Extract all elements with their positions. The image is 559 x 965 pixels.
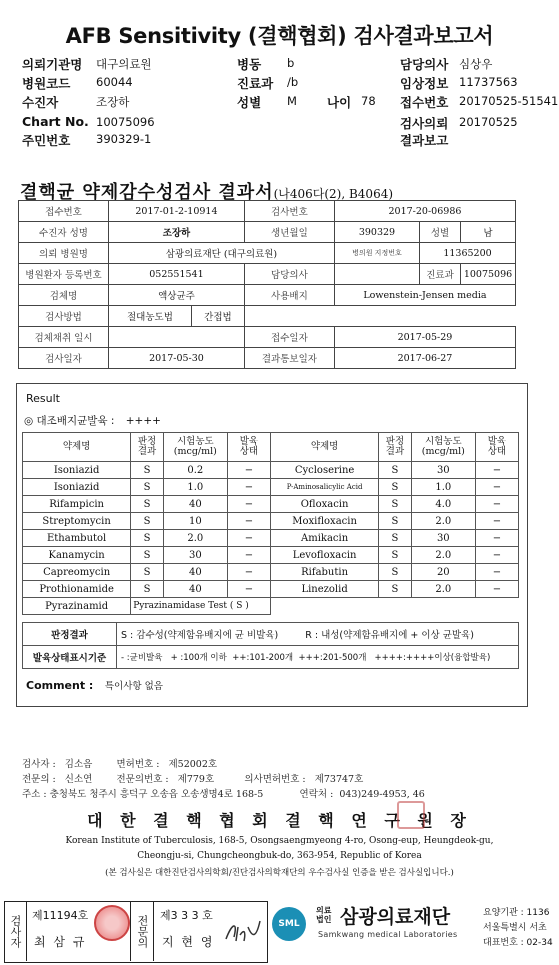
drug-row — [23, 564, 519, 581]
patient-value: 조장하 — [96, 95, 130, 109]
sex: 남 — [461, 222, 516, 243]
drug-name-cell: Cycloserine — [270, 462, 378, 479]
drug-conc-cell: 2.0 — [411, 513, 475, 530]
drug-res-cell: S — [379, 462, 412, 479]
drug-name-cell: Rifampicin — [23, 496, 131, 513]
result-report-label: 결과보고 — [400, 133, 449, 148]
drug-name-cell: Streptomycin — [23, 513, 131, 530]
drug-name-cell: Levofloxacin — [270, 547, 378, 564]
footer — [0, 897, 559, 965]
drug-conc-cell: 30 — [163, 547, 227, 564]
test-request-value: 20170525 — [459, 115, 518, 129]
company-logo-icon — [272, 907, 306, 941]
cell-label: 검체명 — [19, 285, 109, 306]
specialist-no: 제3 3 3 호 — [160, 909, 213, 922]
institution-name: 대 한 결 핵 협 회 결 핵 연 구 원 장 — [87, 811, 472, 830]
drug-name-cell: P-Aminosalicylic Acid — [270, 479, 378, 496]
drug-growth-cell: − — [227, 564, 270, 581]
drug-growth-cell: − — [475, 496, 518, 513]
drug-header-cell: 약제명 — [270, 433, 378, 462]
pyrazinamid-row — [23, 598, 519, 615]
institution-address-1: Korean Institute of Tuberculosis, 168-5, Osongsaengmyeong 4-ro, Osong-eup, Heungdeok-gu, — [65, 836, 494, 846]
drug-growth-cell: − — [475, 479, 518, 496]
drug-name-cell: Kanamycin — [23, 547, 131, 564]
control-label: 대조배지균발육 : — [36, 415, 115, 427]
drug-table — [22, 432, 519, 615]
drug-name-cell: Capreomycin — [23, 564, 131, 581]
drug-growth-cell: − — [227, 462, 270, 479]
drug-res-cell: S — [379, 581, 412, 598]
target-icon: ◎ — [24, 415, 34, 427]
chart-no-label: Chart No. — [22, 114, 89, 129]
method2: 간접법 — [191, 306, 244, 327]
cell-label: 검사방법 — [19, 306, 109, 327]
cell-label: 접수번호 — [19, 201, 109, 222]
growth-standard-text: - :균비발육 + :100개 이하 ++:101-200개 +++:201-500개 ++++:++++이상(융합발육) — [117, 646, 519, 669]
patient-name: 조장하 — [109, 222, 245, 243]
company-name: 삼광의료재단 — [340, 906, 451, 928]
drug-res-cell: S — [131, 581, 164, 598]
drug-res-cell: S — [379, 547, 412, 564]
age-label: 나이 — [327, 95, 352, 110]
cell-label: 담당의사 — [244, 264, 334, 285]
drug-res-cell: S — [379, 530, 412, 547]
drug-row — [23, 530, 519, 547]
test-date: 2017-05-30 — [109, 348, 245, 369]
drug-res-cell: S — [131, 462, 164, 479]
cell-label: 결과통보일자 — [244, 348, 334, 369]
drug-row — [23, 496, 519, 513]
receipt-no: 2017-01-2-10914 — [109, 201, 245, 222]
doctor — [334, 264, 419, 285]
drug-conc-cell: 1.0 — [411, 479, 475, 496]
judgement-label: 판정결과 — [23, 623, 117, 646]
signer-line-2: 전문의 : 신소연 전문의번호 : 제779호 의사면허번호 : 제73747호 — [22, 774, 364, 785]
drug-res-cell: S — [379, 513, 412, 530]
comment-value: 특이사항 없음 — [104, 681, 163, 692]
drug-name-cell: Ethambutol — [23, 530, 131, 547]
chart-no-value: 10075096 — [96, 115, 155, 129]
drug-conc-cell: 40 — [163, 496, 227, 513]
specialist-name: 지 현 영 — [162, 935, 215, 949]
hospital: 삼광의료재단 (대구의료원) — [109, 243, 335, 264]
drug-res-cell: S — [131, 530, 164, 547]
drug-growth-cell: − — [227, 547, 270, 564]
receive-date: 2017-05-29 — [334, 327, 515, 348]
clinical-info-label: 임상정보 — [400, 76, 449, 91]
clinical-info-value: 11737563 — [459, 75, 518, 89]
drug-row — [23, 479, 519, 496]
drug-name-cell: Amikacin — [270, 530, 378, 547]
drug-header-cell: 판정 결과 — [131, 433, 164, 462]
contact-3: 대표번호 : 02-34 — [483, 938, 553, 948]
receipt-no-label: 접수번호 — [400, 95, 449, 110]
drug-res-cell: S — [379, 564, 412, 581]
drug-row — [23, 513, 519, 530]
drug-res-cell: S — [379, 479, 412, 496]
growth-standard-label: 발육상태표시기준 — [23, 646, 117, 669]
specimen: 액상균주 — [109, 285, 245, 306]
cell-label: 의뢰 병원명 — [19, 243, 109, 264]
drug-row — [23, 581, 519, 598]
sex-label: 성별 — [237, 95, 262, 110]
drug-header-cell: 판정 결과 — [379, 433, 412, 462]
report-date: 2017-06-27 — [334, 348, 515, 369]
drug-name-cell: Isoniazid — [23, 479, 131, 496]
drug-conc-cell: 30 — [411, 462, 475, 479]
drug-growth-cell: − — [475, 581, 518, 598]
inspector-label: 검사자 — [4, 901, 27, 961]
drug-header-cell: 시험농도 (mcg/ml) — [411, 433, 475, 462]
drug-conc-cell: 2.0 — [411, 581, 475, 598]
doctor-label: 담당의사 — [400, 57, 449, 72]
drug-growth-cell: − — [475, 547, 518, 564]
pyrazinamid-test: Pyrazinamidase Test ( S ) — [131, 598, 271, 615]
drug-res-cell: S — [131, 496, 164, 513]
drug-res-cell: S — [131, 513, 164, 530]
drug-growth-cell: − — [227, 581, 270, 598]
comment — [26, 678, 163, 692]
drug-conc-cell: 40 — [163, 581, 227, 598]
drug-conc-cell: 10 — [163, 513, 227, 530]
inspector-no: 제11194호 — [32, 909, 89, 922]
judgement-r: R : 내성(약제함유배지에 + 이상 균발육) — [305, 630, 474, 641]
report-title: AFB Sensitivity (결핵협회) 검사결과보고서 — [65, 24, 494, 48]
doctor-value: 심상우 — [459, 57, 493, 71]
drug-name-cell: Moxifloxacin — [270, 513, 378, 530]
test-request-label: 검사의뢰 — [400, 116, 449, 131]
drug-name-cell: Linezolid — [270, 581, 378, 598]
certification-note: (본 검사실은 대한진단검사의학회/진단검사의학재단의 우수검사실 인증을 받은 검사실입니다.) — [105, 868, 454, 878]
institution-address-2: Cheongju-si, Chungcheongbuk-do, 363-954, Republic of Korea — [137, 851, 422, 861]
result-heading: Result — [26, 392, 60, 405]
drug-growth-cell: − — [227, 513, 270, 530]
drug-growth-cell: − — [227, 479, 270, 496]
drug-header-cell: 약제명 — [23, 433, 131, 462]
report-doc-title-code: (나406다(2), B4064) — [273, 187, 394, 201]
test-no: 2017-20-06986 — [334, 201, 515, 222]
drug-res-cell: S — [131, 479, 164, 496]
requesting-org-label: 의뢰기관명 — [22, 57, 83, 72]
cell-label: 병원환자 등록번호 — [19, 264, 109, 285]
ward-value: b — [287, 56, 295, 70]
cell-label: 사용배지 — [244, 285, 334, 306]
judgement-s: S : 감수성(약제함유배지에 균 비발육) — [121, 630, 279, 641]
drug-conc-cell: 2.0 — [163, 530, 227, 547]
pyrazinamid-label: Pyrazinamid — [23, 598, 131, 615]
org-no: 11365200 — [420, 243, 516, 264]
drug-growth-cell: − — [475, 462, 518, 479]
control-growth — [24, 413, 161, 428]
drug-res-cell: S — [131, 564, 164, 581]
drug-row — [23, 547, 519, 564]
collect-date — [109, 327, 245, 348]
cell-label: 진료과 — [420, 264, 461, 285]
drug-conc-cell: 1.0 — [163, 479, 227, 496]
dob: 390329 — [334, 222, 419, 243]
hospital-code-value: 60044 — [96, 75, 133, 89]
drug-row — [23, 462, 519, 479]
drug-conc-cell: 30 — [411, 530, 475, 547]
hospital-code-label: 병원코드 — [22, 76, 71, 91]
cell-label: 수진자 성명 — [19, 222, 109, 243]
company-sub: 의료법인 — [316, 906, 332, 924]
inspector-name: 최 삼 규 — [34, 935, 87, 949]
drug-name-cell: Isoniazid — [23, 462, 131, 479]
chart: 10075096 — [461, 264, 516, 285]
company-en: Samkwang medical Laboratories — [318, 930, 458, 939]
receipt-no-value: 20170525-51541 — [459, 94, 559, 108]
resident-no-value: 390329-1 — [96, 132, 152, 146]
drug-res-cell: S — [379, 496, 412, 513]
resident-no-label: 주민번호 — [22, 133, 71, 148]
header-info — [0, 0, 559, 160]
drug-conc-cell: 2.0 — [411, 547, 475, 564]
comment-label: Comment : — [26, 679, 94, 692]
drug-name-cell: Rifabutin — [270, 564, 378, 581]
reg-no: 052551541 — [109, 264, 245, 285]
cell-label: 성별 — [420, 222, 461, 243]
drug-header-cell: 발육 상태 — [227, 433, 270, 462]
judgement-table — [22, 622, 519, 669]
drug-growth-cell: − — [227, 530, 270, 547]
age-value: 78 — [361, 94, 376, 108]
cell-label: 병의원 지정번호 — [334, 243, 419, 264]
drug-growth-cell: − — [227, 496, 270, 513]
requesting-org-value: 대구의료원 — [96, 57, 152, 71]
drug-conc-cell: 40 — [163, 564, 227, 581]
department-label: 진료과 — [237, 76, 274, 91]
contact-2: 서울특별시 서초 — [483, 923, 547, 933]
judgement-text — [117, 623, 519, 646]
method1: 절대농도법 — [109, 306, 192, 327]
patient-label: 수진자 — [22, 95, 59, 110]
ward-label: 병동 — [237, 57, 262, 72]
drug-name-cell: Ofloxacin — [270, 496, 378, 513]
seal-stamp — [397, 801, 425, 829]
contact-1: 요양기관 : 1136 — [483, 908, 550, 918]
patient-info-table — [18, 200, 516, 369]
drug-conc-cell: 0.2 — [163, 462, 227, 479]
sex-value: M — [287, 94, 297, 108]
signer-line-3: 주소 : 충청북도 청주시 흥덕구 오송읍 오송생명4로 168-5 연락처 : 043)249-4953, 46 — [22, 789, 425, 800]
drug-growth-cell: − — [475, 564, 518, 581]
drug-res-cell: S — [131, 547, 164, 564]
specialist-label: 전문의 — [130, 901, 154, 961]
drug-header-cell: 시험농도 (mcg/ml) — [163, 433, 227, 462]
cell-label: 검사일자 — [19, 348, 109, 369]
cell-label: 생년월일 — [244, 222, 334, 243]
drug-conc-cell: 4.0 — [411, 496, 475, 513]
cell-label: 접수일자 — [244, 327, 334, 348]
logo-text: SML — [278, 919, 300, 929]
drug-name-cell: Prothionamide — [23, 581, 131, 598]
signature-icon — [222, 917, 262, 947]
control-value: ++++ — [125, 415, 161, 427]
media: Lowenstein-Jensen media — [334, 285, 515, 306]
signer-line-1: 검사자 : 김소음 면허번호 : 제52002호 — [22, 759, 218, 770]
drug-header-cell: 발육 상태 — [475, 433, 518, 462]
drug-conc-cell: 20 — [411, 564, 475, 581]
cell-label: 검체채취 일시 — [19, 327, 109, 348]
drug-growth-cell: − — [475, 513, 518, 530]
report-doc-title-text: 결핵균 약제감수성검사 결과서 — [20, 182, 274, 203]
department-value: /b — [287, 75, 299, 89]
inspector-seal-icon — [94, 905, 130, 941]
drug-table-header — [23, 433, 519, 462]
drug-table-body — [23, 462, 519, 615]
cell-label: 검사번호 — [244, 201, 334, 222]
drug-growth-cell: − — [475, 530, 518, 547]
